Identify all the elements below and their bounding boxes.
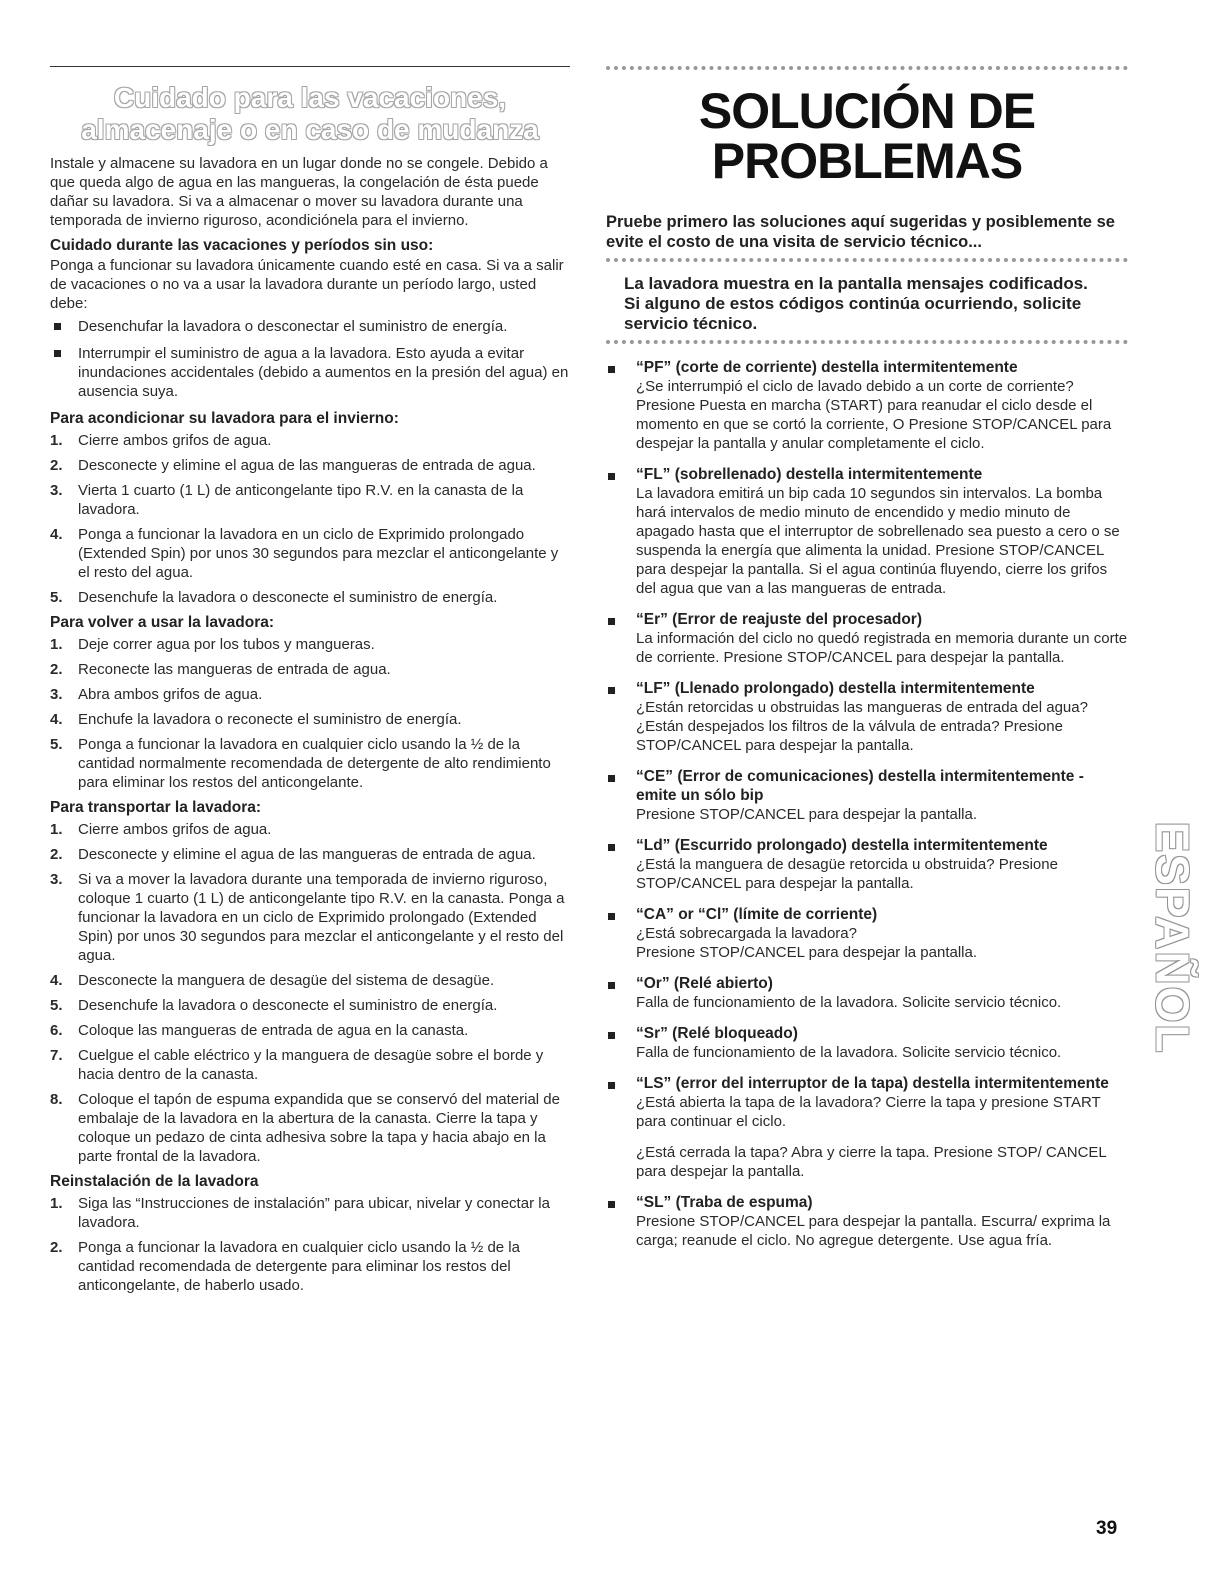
list-item [50, 1194, 570, 1232]
bullet-square-icon [608, 982, 615, 989]
step-text: Cierre ambos grifos de agua. [78, 821, 272, 838]
step-text: Si va a mover la lavadora durante una temporada de invierno riguroso, coloque 1 cuarto (1 L) de anticongelante tipo R.V. en la canasta. Ponga a funcionar la lavadora en un ciclo de Exprimido prolongado (Extended Spin) por unos 30 segundos para mezclar el anticongelante y el resto del agua. [78, 871, 565, 964]
bullet-square-icon [608, 844, 615, 851]
reuse-steps [50, 635, 570, 792]
list-item [50, 735, 570, 792]
step-text: Cuelgue el cable eléctrico y la manguera de desagüe sobre el borde y hacia dentro de la canasta. [78, 1047, 544, 1083]
bullet-square-icon [608, 1201, 615, 1208]
error-code-list [606, 358, 1128, 1250]
vacation-bullets [50, 317, 570, 401]
bullet-square-icon [608, 366, 615, 373]
step-number: 4. [50, 711, 63, 728]
list-item [50, 685, 570, 704]
list-item [50, 456, 570, 475]
error-code-description: La lavadora emitirá un bip cada 10 segundos sin intervalos. La bomba hará intervalos de medio minuto de encendido y medio minuto de apagado hasta que el interruptor de sobrellenado sea puesto a cero o se suspenda la energía que alimenta la unidad. Presione STOP/CANCEL para despejar la pantalla. Si el agua continúa fluyendo, cierre los grifos del agua que van a las mangueras de entrada. [636, 485, 1120, 597]
bullet-square-icon [608, 618, 615, 625]
subheading-winterize: Para acondicionar su lavadora para el invierno: [50, 410, 399, 427]
list-item [50, 525, 570, 582]
error-code-description: ¿Se interrumpió el ciclo de lavado debido a un corte de corriente? Presione Puesta en marcha (START) para reanudar el ciclo desde el momento en que se cortó la corriente, O Presione STOP/CANCEL para despejar la pantalla y anular completamente el ciclo. [636, 378, 1112, 452]
page-title-line: PROBLEMAS [711, 133, 1023, 189]
error-code-description-extra: ¿Está cerrada la tapa? Abra y cierre la tapa. Presione STOP/ CANCEL para despejar la pantalla. [636, 1144, 1107, 1180]
error-code-heading: “LS” (error del interruptor de la tapa) destella intermitentemente [636, 1075, 1109, 1092]
error-code-item [606, 679, 1128, 755]
language-side-tab [1142, 788, 1202, 1088]
error-code-item [606, 610, 1128, 667]
list-item [50, 481, 570, 519]
step-number: 5. [50, 736, 63, 753]
step-text: Vierta 1 cuarto (1 L) de anticongelante tipo R.V. en la canasta de la lavadora. [78, 482, 524, 518]
error-code-heading: “Er” (Error de reajuste del procesador) [636, 611, 922, 628]
list-item [50, 870, 570, 965]
step-number: 2. [50, 661, 63, 678]
list-item [50, 1238, 570, 1295]
step-text: Ponga a funcionar la lavadora en cualquier ciclo usando la ½ de la cantidad normalmente recomendada de detergente de alto rendimiento para eliminar los restos del anticongelante. [78, 736, 551, 791]
vacation-paragraph: Ponga a funcionar su lavadora únicamente cuando esté en casa. Si va a salir de vacaciones o no va a usar la lavadora durante un período largo, usted debe: [50, 257, 564, 312]
section-title-line: almacenaje o en caso de mudanza [81, 114, 539, 145]
step-number: 2. [50, 1239, 63, 1256]
subheading-vacation: Cuidado durante las vacaciones y períodos sin uso: [50, 237, 434, 254]
error-code-item [606, 1193, 1128, 1250]
step-number: 4. [50, 526, 63, 543]
step-text: Ponga a funcionar la lavadora en un ciclo de Exprimido prolongado (Extended Spin) por unos 30 segundos para mezclar el anticongelante y el resto del agua. [78, 526, 559, 581]
step-number: 6. [50, 1022, 63, 1039]
error-code-description: Presione STOP/CANCEL para despejar la pantalla. Escurra/ exprima la carga; reanude el ciclo. No agregue detergente. Use agua fría. [636, 1213, 1111, 1249]
hatched-rule [606, 258, 1128, 262]
list-item [50, 1046, 570, 1084]
troubleshooting-intro: Pruebe primero las soluciones aquí sugeridas y posiblemente se evite el costo de una visita de servicio técnico... [606, 213, 1115, 251]
error-code-heading: “CA” or “Cl” (límite de corriente) [636, 906, 878, 923]
error-code-description: ¿Está la manguera de desagüe retorcida u obstruida? Presione STOP/CANCEL para despejar la pantalla. [636, 856, 1058, 892]
error-code-item [606, 836, 1128, 893]
list-item-text: Interrumpir el suministro de agua a la lavadora. Esto ayuda a evitar inundaciones accidentales (debido a aumentos en la presión del agua) en ausencia suya. [78, 345, 569, 400]
section-title-vacation [50, 82, 570, 146]
error-code-description: ¿Está sobrecargada la lavadora? Presione STOP/CANCEL para despejar la pantalla. [636, 925, 978, 961]
hatched-rule [606, 66, 1128, 70]
list-item [50, 344, 570, 401]
step-text: Ponga a funcionar la lavadora en cualquier ciclo usando la ½ de la cantidad recomendada de detergente para eliminar los restos del anticongelante, de haberlo usado. [78, 1239, 520, 1294]
list-item [50, 635, 570, 654]
error-code-description: Falla de funcionamiento de la lavadora. Solicite servicio técnico. [636, 994, 1062, 1011]
step-text: Coloque el tapón de espuma expandida que se conservó del material de embalaje de la lavadora en la abertura de la canasta. Cierre la tapa y coloque un pedazo de cinta adhesiva sobre la tapa y hacia abajo en la parte frontal de la lavadora. [78, 1091, 560, 1165]
subheading-transport: Para transportar la lavadora: [50, 799, 262, 816]
error-code-heading: “CE” (Error de comunicaciones) destella intermitentemente - emite un sólo bip [636, 768, 1084, 804]
step-number: 1. [50, 1195, 63, 1212]
list-item [50, 996, 570, 1015]
step-text: Enchufe la lavadora o reconecte el suministro de energía. [78, 711, 462, 728]
step-text: Desenchufe la lavadora o desconecte el suministro de energía. [78, 997, 498, 1014]
error-code-item [606, 1024, 1128, 1062]
error-code-item [606, 767, 1128, 824]
section-title-line: Cuidado para las vacaciones, [113, 82, 507, 113]
intro-paragraph: Instale y almacene su lavadora en un lugar donde no se congele. Debido a que queda algo de agua en las mangueras, la congelación de ésta puede dañar su lavadora. Si va a almacenar o mover su lavadora durante una temporada de invierno riguroso, acondiciónela para el invierno. [50, 155, 548, 229]
list-item [50, 1021, 570, 1040]
error-code-description: Falla de funcionamiento de la lavadora. Solicite servicio técnico. [636, 1044, 1062, 1061]
list-item-text: Desenchufar la lavadora o desconectar el suministro de energía. [78, 318, 508, 335]
error-code-heading: “Ld” (Escurrido prolongado) destella intermitentemente [636, 837, 1048, 854]
page-title-line: SOLUCIÓN DE [698, 83, 1036, 139]
bullet-square-icon [608, 1082, 615, 1089]
troubleshooting-section [606, 66, 1128, 1262]
coded-messages-callout [606, 268, 1128, 340]
bullet-square-icon [608, 775, 615, 782]
page-title [606, 83, 1128, 189]
step-number: 1. [50, 636, 63, 653]
error-code-description: ¿Están retorcidas u obstruidas las mangueras de entrada del agua? ¿Están despejados los filtros de la válvula de entrada? Presione STOP/CANCEL para despejar la pantalla. [636, 699, 1088, 754]
list-item [50, 1090, 570, 1166]
callout-line: La lavadora muestra en la pantalla mensajes codificados. [624, 274, 1088, 293]
bullet-square-icon [608, 1032, 615, 1039]
step-text: Desconecte y elimine el agua de las mangueras de entrada de agua. [78, 457, 536, 474]
error-code-description: Presione STOP/CANCEL para despejar la pantalla. [636, 806, 978, 823]
step-number: 3. [50, 871, 63, 888]
callout-line: Si alguno de estos códigos continúa ocurriendo, solicite servicio técnico. [624, 294, 1082, 333]
step-number: 7. [50, 1047, 63, 1064]
reinstall-steps [50, 1194, 570, 1295]
subheading-reuse: Para volver a usar la lavadora: [50, 614, 275, 631]
step-number: 8. [50, 1091, 63, 1108]
error-code-heading: “FL” (sobrellenado) destella intermitentemente [636, 466, 983, 483]
winterize-steps [50, 431, 570, 607]
list-item [50, 660, 570, 679]
vacation-care-section [50, 66, 570, 1301]
list-item [50, 431, 570, 450]
error-code-item [606, 465, 1128, 598]
list-item [50, 845, 570, 864]
step-text: Cierre ambos grifos de agua. [78, 432, 272, 449]
step-text: Reconecte las mangueras de entrada de agua. [78, 661, 391, 678]
error-code-item [606, 974, 1128, 1012]
error-code-heading: “Sr” (Relé bloqueado) [636, 1025, 798, 1042]
step-number: 3. [50, 686, 63, 703]
error-code-item [606, 905, 1128, 962]
bullet-square-icon [608, 473, 615, 480]
step-text: Coloque las mangueras de entrada de agua en la canasta. [78, 1022, 469, 1039]
bullet-square-icon [608, 913, 615, 920]
step-text: Siga las “Instrucciones de instalación” para ubicar, nivelar y conectar la lavadora. [78, 1195, 550, 1231]
step-number: 5. [50, 589, 63, 606]
bullet-square-icon [608, 687, 615, 694]
step-number: 2. [50, 457, 63, 474]
step-text: Abra ambos grifos de agua. [78, 686, 263, 703]
language-side-tab-label: ESPAÑOL [1146, 821, 1199, 1055]
error-code-heading: “SL” (Traba de espuma) [636, 1194, 813, 1211]
list-item [50, 820, 570, 839]
error-code-heading: “LF” (Llenado prolongado) destella intermitentemente [636, 680, 1035, 697]
step-number: 4. [50, 972, 63, 989]
error-code-description: ¿Está abierta la tapa de la lavadora? Cierre la tapa y presione START para continuar el ciclo. [636, 1094, 1101, 1130]
list-item [50, 588, 570, 607]
transport-steps [50, 820, 570, 1166]
error-code-heading: “Or” (Relé abierto) [636, 975, 773, 992]
step-text: Desconecte y elimine el agua de las mangueras de entrada de agua. [78, 846, 536, 863]
error-code-heading: “PF” (corte de corriente) destella intermitentemente [636, 359, 1018, 376]
step-text: Deje correr agua por los tubos y mangueras. [78, 636, 375, 653]
subheading-reinstall: Reinstalación de la lavadora [50, 1173, 259, 1190]
list-item [50, 971, 570, 990]
list-item [50, 317, 570, 336]
error-code-description: La información del ciclo no quedó registrada en memoria durante un corte de corriente. Presione STOP/CANCEL para despejar la pantalla. [636, 630, 1128, 666]
step-text: Desconecte la manguera de desagüe del sistema de desagüe. [78, 972, 495, 989]
list-item [50, 710, 570, 729]
bullet-square-icon [54, 323, 61, 330]
step-number: 1. [50, 432, 63, 449]
hatched-rule [606, 340, 1128, 344]
page-number: 39 [1096, 1518, 1118, 1539]
step-number: 1. [50, 821, 63, 838]
step-number: 5. [50, 997, 63, 1014]
bullet-square-icon [54, 350, 61, 357]
step-number: 2. [50, 846, 63, 863]
error-code-item [606, 358, 1128, 453]
step-number: 3. [50, 482, 63, 499]
step-text: Desenchufe la lavadora o desconecte el suministro de energía. [78, 589, 498, 606]
error-code-item [606, 1074, 1128, 1181]
